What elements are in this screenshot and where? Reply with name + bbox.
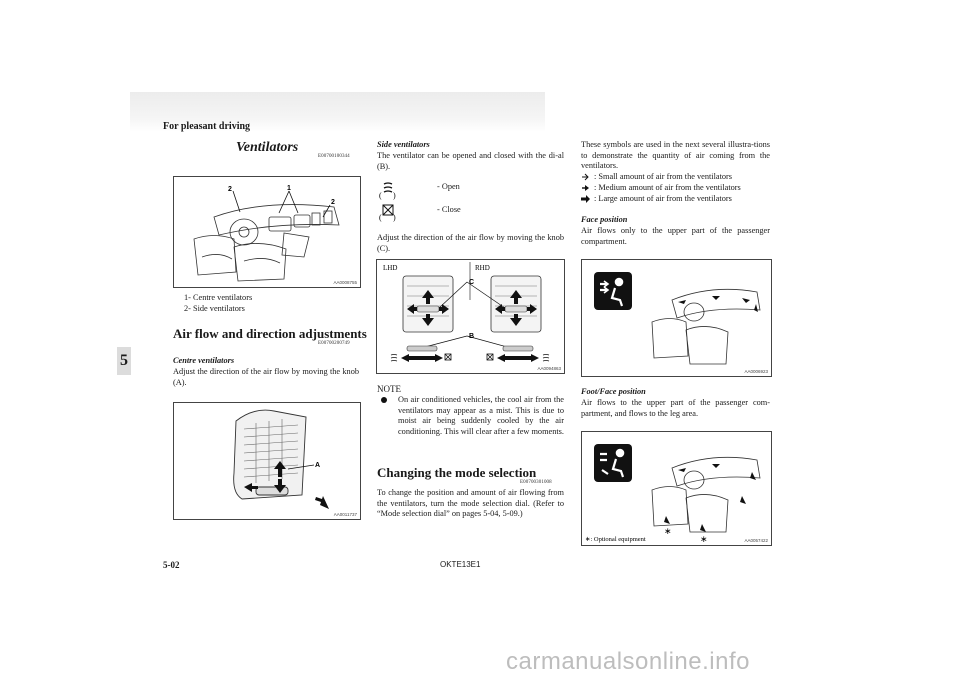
face-illustration bbox=[582, 260, 771, 376]
mode-title: Changing the mode selection bbox=[377, 465, 537, 480]
svg-text:): ) bbox=[393, 213, 396, 222]
side-ventilators-heading: Side ventilators bbox=[377, 140, 430, 149]
small-airflow-icon bbox=[581, 173, 590, 181]
close-icon bbox=[379, 203, 399, 223]
centre-figure-code: AA0011737 bbox=[333, 512, 357, 517]
symbol-medium-row bbox=[581, 183, 741, 194]
close-label: - Close bbox=[437, 205, 461, 214]
svg-text:(: ( bbox=[379, 191, 382, 200]
callout-2-left: 2 bbox=[228, 186, 232, 193]
ventilators-code: E00700100344 bbox=[318, 154, 350, 159]
rhd-label: RHD bbox=[475, 264, 490, 272]
note-title: NOTE bbox=[377, 384, 401, 394]
watermark: carmanualsonline.info bbox=[506, 648, 750, 675]
face-position-text: Air flows only to the upper part of the passenger compartment. bbox=[581, 226, 770, 246]
face-position-heading: Face position bbox=[581, 215, 628, 224]
open-label: - Open bbox=[437, 182, 460, 191]
legend-item-side: 2- Side ventilators bbox=[184, 303, 245, 313]
centre-ventilator-figure bbox=[173, 402, 361, 520]
svg-text:): ) bbox=[393, 191, 396, 200]
ventilator-legend bbox=[184, 293, 252, 314]
airflow-code: E00700200749 bbox=[318, 341, 350, 346]
centre-ventilators-heading: Centre ventilators bbox=[173, 356, 235, 365]
figure-code: AA0008755 bbox=[333, 280, 357, 285]
note-bullet bbox=[381, 395, 564, 437]
centre-vent-illustration bbox=[174, 403, 360, 519]
note-text: On air conditioned vehicles, the cool air from the ventilators may appear as a mist. This is due to moist air being suddenly cooled by the air conditioning. This will clear after a few moments. bbox=[398, 395, 564, 436]
symbol-medium-text: : Medium amount of air from the ventilators bbox=[594, 183, 741, 192]
side-vent-illustration bbox=[377, 260, 564, 373]
mode-text: To change the position and amount of air flowing from the ventilators, turn the mode selection dial. (Refer to “Mode selection dial” on pages 5-04, 5-09.) bbox=[377, 488, 564, 519]
chapter-tab: 5 bbox=[117, 347, 131, 375]
side-figure-code: AA0094863 bbox=[537, 366, 561, 371]
open-icon bbox=[379, 180, 399, 202]
side-adjust-text: Adjust the direction of the air flow by moving the knob (C). bbox=[377, 233, 564, 253]
side-ventilator-figure bbox=[376, 259, 565, 374]
foot-face-figure-code: AA0057422 bbox=[744, 538, 768, 543]
foot-face-illustration bbox=[582, 432, 771, 545]
mode-code: E00700301008 bbox=[520, 480, 552, 485]
large-airflow-icon bbox=[581, 195, 590, 203]
face-figure-code: AA0006923 bbox=[744, 369, 768, 374]
label-c: C bbox=[469, 279, 475, 286]
document-code: OKTE13E1 bbox=[440, 560, 481, 569]
symbol-small-row bbox=[581, 172, 732, 183]
symbol-small-text: : Small amount of air from the ventilators bbox=[594, 172, 733, 181]
optional-equipment-note: ∗: Optional equipment bbox=[585, 536, 646, 543]
svg-text:∗: ∗ bbox=[700, 535, 708, 545]
callout-2-right: 2 bbox=[331, 199, 335, 206]
bullet-icon bbox=[381, 397, 387, 403]
dashboard-illustration bbox=[174, 177, 360, 287]
symbol-large-text: : Large amount of air from the ventilators bbox=[594, 194, 732, 203]
face-position-figure bbox=[581, 259, 772, 377]
airflow-title: Air flow and direction adjustments bbox=[173, 326, 367, 341]
label-b: B bbox=[469, 333, 475, 340]
lhd-label: LHD bbox=[383, 264, 398, 272]
svg-text:(: ( bbox=[379, 213, 382, 222]
foot-face-text: Air flows to the upper part of the passenger com-partment, and flows to the leg area. bbox=[581, 398, 770, 418]
foot-face-figure bbox=[581, 431, 772, 546]
page-number: 5-02 bbox=[163, 560, 180, 570]
foot-face-heading: Foot/Face position bbox=[581, 387, 646, 396]
ventilators-title: Ventilators bbox=[236, 140, 299, 155]
side-ventilators-text: The ventilator can be opened and closed with the di-al (B). bbox=[377, 151, 564, 171]
callout-1: 1 bbox=[287, 185, 291, 192]
centre-ventilators-text: Adjust the direction of the air flow by moving the knob (A). bbox=[173, 367, 359, 387]
dashboard-ventilators-figure bbox=[173, 176, 361, 288]
symbol-large-row bbox=[581, 194, 732, 205]
legend-item-centre: 1- Centre ventilators bbox=[184, 293, 253, 302]
medium-airflow-icon bbox=[581, 184, 590, 192]
label-a: A bbox=[315, 462, 321, 469]
svg-text:∗: ∗ bbox=[664, 527, 672, 537]
foot-face-mode-icon-bg bbox=[594, 444, 632, 482]
symbols-intro: These symbols are used in the next several illustra-tions to demonstrate the quantity of air coming from the ventilators. bbox=[581, 140, 770, 171]
section-header-title: For pleasant driving bbox=[163, 121, 251, 132]
